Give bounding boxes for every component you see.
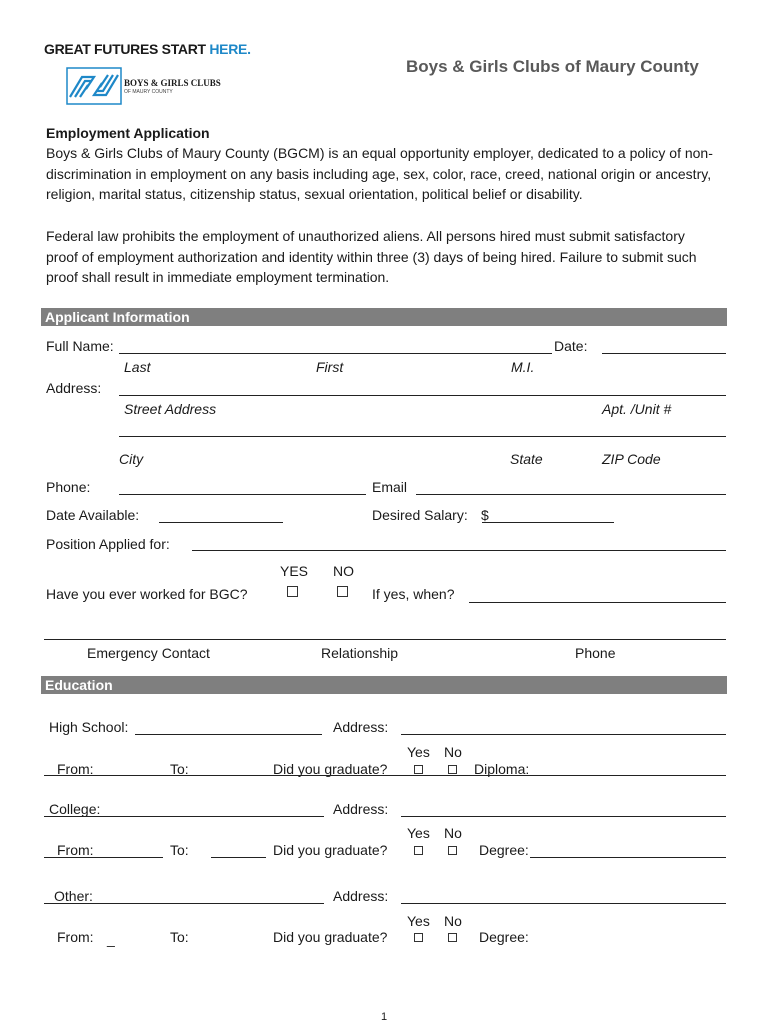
phone-label: Phone: [46,479,91,495]
relationship-caption: Relationship [321,645,399,661]
email-field[interactable] [416,494,726,495]
other-yes-header: Yes [407,913,430,929]
other-graduate-no-checkbox[interactable] [448,933,457,942]
street-address-field[interactable] [119,395,726,396]
high-school-label: High School: [49,719,129,735]
zip-code-caption: ZIP Code [602,451,661,467]
org-title: Boys & Girls Clubs of Maury County [406,57,699,76]
high-school-to-label: To: [170,761,189,777]
date-available-field[interactable] [159,522,283,523]
city-caption: City [119,451,144,467]
other-address-field[interactable] [401,903,726,904]
other-no-header: No [444,913,462,929]
high-school-graduate-no-checkbox[interactable] [448,765,457,774]
clubs-hands-logo-icon [66,67,122,105]
other-school-label: Other: [54,888,93,904]
phone-field[interactable] [119,494,366,495]
dollar-sign: $ [481,507,489,523]
page-number: 1 [381,1011,388,1023]
high-school-yes-header: Yes [407,744,430,760]
if-yes-label: If yes, when? [372,586,455,602]
worked-yes-checkbox[interactable] [287,586,298,597]
college-from-field[interactable] [44,857,163,858]
tagline-accent: HERE. [209,41,251,57]
college-degree-field[interactable] [530,857,726,858]
college-yes-header: Yes [407,825,430,841]
street-address-caption: Street Address [124,401,217,417]
date-label: Date: [554,338,588,354]
college-address-label: Address: [333,801,389,817]
high-school-address-label: Address: [333,719,389,735]
college-to-label: To: [170,842,189,858]
other-degree-label: Degree: [479,929,529,945]
diploma-label: Diploma: [474,761,530,777]
other-from-label: From: [57,929,94,945]
tagline-main: GREAT FUTURES START [44,41,210,57]
email-label: Email [372,479,408,495]
college-from-label: From: [57,842,94,858]
worked-no-header: NO [333,563,354,579]
if-yes-when-field[interactable] [469,602,726,603]
date-field[interactable] [602,353,726,354]
high-school-address-field[interactable] [401,734,726,735]
position-field[interactable] [192,550,726,551]
full-name-label: Full Name: [46,338,114,354]
other-address-label: Address: [333,888,389,904]
college-address-field[interactable] [401,816,726,817]
address-label: Address: [46,380,102,396]
other-school-field[interactable] [44,903,324,904]
high-school-graduate-yes-checkbox[interactable] [414,765,423,774]
emergency-contact-caption: Emergency Contact [87,645,210,661]
other-to-label: To: [170,929,189,945]
education-section-title: Education [45,677,113,693]
other-from-stray-mark: _ [107,931,115,947]
emergency-contact-field[interactable] [44,639,726,640]
city-state-zip-field[interactable] [119,436,726,437]
college-to-field[interactable] [211,857,266,858]
worked-no-checkbox[interactable] [337,586,348,597]
application-heading: Employment Application [46,125,210,141]
college-degree-label: Degree: [479,842,529,858]
eeo-statement: Boys & Girls Clubs of Maury County (BGCM) is an equal opportunity employer, dedicated to a policy of non-discrimination in employment on any basis including age, sex, color, race, creed, national origin or ancestry, religion, marital status, citizenship status, sexual orientation, political belief or disability. [46,145,713,202]
applicant-section-header [41,308,727,326]
college-no-header: No [444,825,462,841]
other-graduate-question: Did you graduate? [273,929,388,945]
logo-text-sub: OF MAURY COUNTY [124,89,173,95]
emergency-phone-caption: Phone [575,645,616,661]
college-graduate-yes-checkbox[interactable] [414,846,423,855]
applicant-section-title: Applicant Information [45,309,190,325]
authorization-statement: Federal law prohibits the employment of unauthorized aliens. All persons hired must submit satisfactory proof of employment authorization and identity within three (3) days of being hired. Failure to submit such proof shall result in immediate employment termination. [46,228,697,285]
date-available-label: Date Available: [46,507,140,523]
apt-unit-caption: Apt. /Unit # [602,401,672,417]
full-name-field[interactable] [119,353,552,354]
position-label: Position Applied for: [46,536,170,552]
tagline [44,41,251,57]
club-logo [66,67,122,105]
college-field[interactable] [44,816,324,817]
high-school-from-to-line[interactable] [44,775,726,776]
high-school-from-label: From: [57,761,94,777]
college-graduate-no-checkbox[interactable] [448,846,457,855]
education-section-header [41,676,727,694]
high-school-no-header: No [444,744,462,760]
worked-for-bgc-question: Have you ever worked for BGC? [46,586,248,602]
last-name-caption: Last [124,359,151,375]
high-school-graduate-question: Did you graduate? [273,761,388,777]
college-label: College: [49,801,101,817]
state-caption: State [510,451,543,467]
first-name-caption: First [316,359,344,375]
desired-salary-field[interactable] [482,522,614,523]
high-school-field[interactable] [135,734,322,735]
other-graduate-yes-checkbox[interactable] [414,933,423,942]
worked-yes-header: YES [280,563,309,579]
college-graduate-question: Did you graduate? [273,842,388,858]
desired-salary-label: Desired Salary: [372,507,468,523]
logo-text-main: BOYS & GIRLS CLUBS [124,78,221,88]
middle-initial-caption: M.I. [511,359,535,375]
